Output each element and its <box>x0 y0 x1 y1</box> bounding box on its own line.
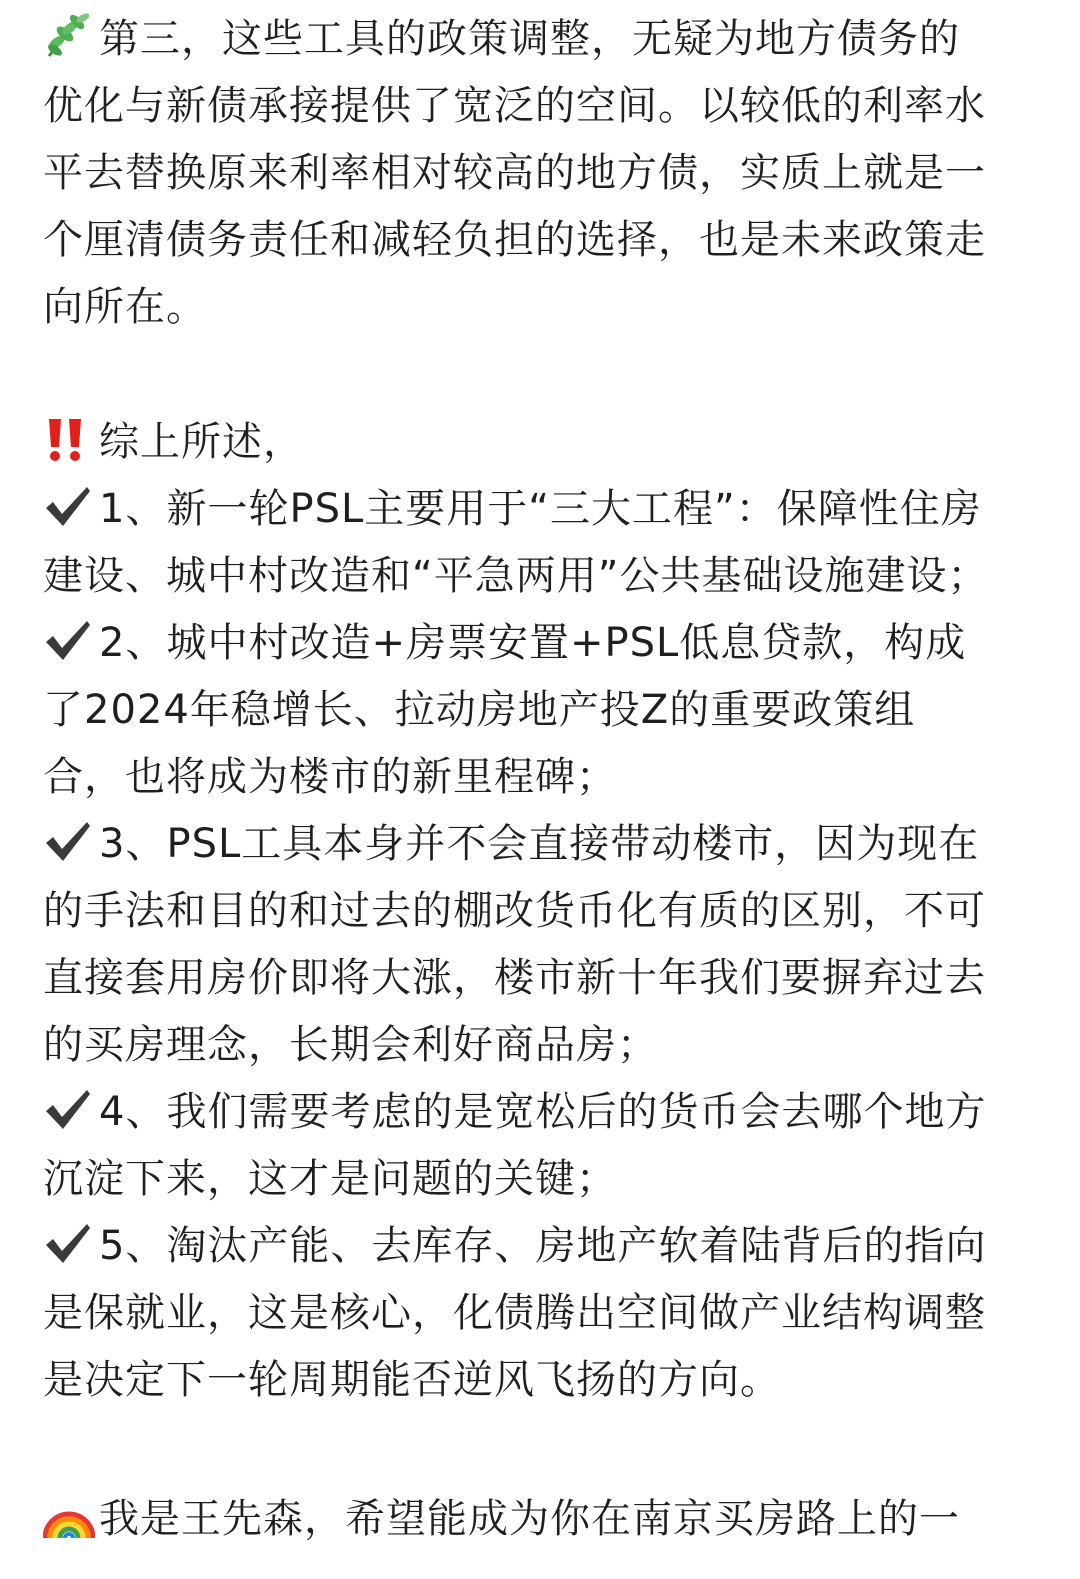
summary-heading-line <box>43 409 1033 476</box>
section-three-line-1: 第三，这些工具的政策调整，无疑为地方债务的 <box>99 16 960 62</box>
check-mark-icon <box>43 484 93 528</box>
summary-item-4 <box>43 1079 1033 1146</box>
summary-line-9: 的买房理念，长期会利好商品房； <box>43 1022 658 1068</box>
text-line <box>43 6 1033 73</box>
summary-item-3 <box>43 811 1033 878</box>
closing-paragraph <box>43 1486 1033 1553</box>
section-three-line-4: 个厘清债务责任和减轻负担的选择，也是未来政策走 <box>43 217 986 263</box>
summary-item-5 <box>43 1213 1033 1280</box>
section-three-line-2: 优化与新债承接提供了宽泛的空间。以较低的利率水 <box>43 83 986 129</box>
summary-line-12: 5、淘汰产能、去库存、房地产软着陆背后的指向 <box>99 1223 987 1269</box>
section-three-paragraph <box>43 6 1033 341</box>
double-exclamation-icon <box>43 415 95 463</box>
summary-line-14: 是决定下一轮周期能否逆风飞扬的方向。 <box>43 1357 781 1403</box>
summary-line-3: 2、城中村改造+房票安置+PSL低息贷款，构成 <box>99 620 967 666</box>
summary-line-4: 了2024年稳增长、拉动房地产投Z的重要政策组 <box>43 687 916 733</box>
summary-line-7: 的手法和目的和过去的棚改货币化有质的区别，不可 <box>43 888 986 934</box>
check-mark-icon <box>43 819 93 863</box>
summary-line-6: 3、PSL工具本身并不会直接带动楼市，因为现在 <box>99 821 980 867</box>
summary-item-1 <box>43 476 1033 543</box>
closing-line <box>43 1486 1033 1553</box>
summary-heading: 综上所述， <box>99 419 304 465</box>
summary-line-10: 4、我们需要考虑的是宽松后的货币会去哪个地方 <box>99 1089 987 1135</box>
summary-line-5: 合，也将成为楼市的新里程碑； <box>43 754 617 800</box>
summary-line-13: 是保就业，这是核心，化债腾出空间做产业结构调整 <box>43 1290 986 1336</box>
check-mark-icon <box>43 1087 93 1131</box>
summary-line-8: 直接套用房价即将大涨，楼市新十年我们要摒弃过去 <box>43 955 986 1001</box>
summary-section <box>43 409 1033 1414</box>
summary-line-2: 建设、城中村改造和“平急两用”公共基础设施建设； <box>43 553 989 599</box>
section-three-line-5: 向所在。 <box>43 284 207 330</box>
summary-line-1: 1、新一轮PSL主要用于“三大工程”：保障性住房 <box>99 486 982 532</box>
rainbow-icon <box>43 1492 95 1540</box>
section-three-line-3: 平去替换原来利率相对较高的地方债，实质上就是一 <box>43 150 986 196</box>
check-mark-icon <box>43 1221 93 1265</box>
closing-line-1: 我是王先森，希望能成为你在南京买房路上的一 <box>99 1496 960 1542</box>
herb-leaf-icon <box>43 12 95 60</box>
summary-item-2 <box>43 610 1033 677</box>
check-mark-icon <box>43 618 93 662</box>
summary-line-11: 沉淀下来，这才是问题的关键； <box>43 1156 617 1202</box>
